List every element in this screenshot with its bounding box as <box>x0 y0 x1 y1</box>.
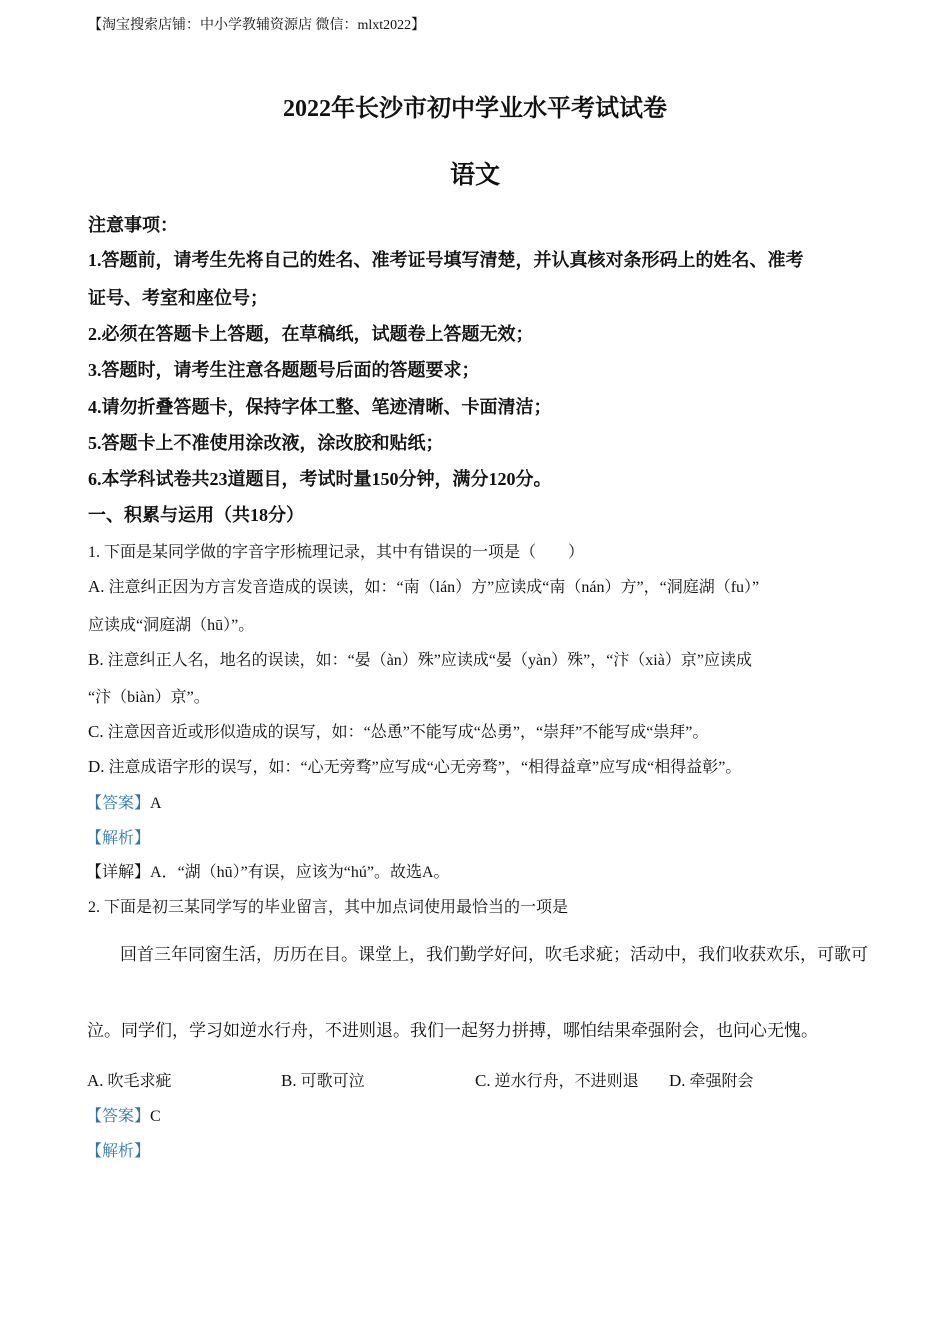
option-d <box>88 754 741 777</box>
question-stem: 1. 下面是某同学做的字音字形梳理记录，其中有错误的一项是（ ） <box>88 544 585 561</box>
notice-item: 6.本学科试卷共23道题目，考试时量150分钟，满分120分。 <box>88 469 552 489</box>
question-stem: 2. 下面是初三某同学写的毕业留言，其中加点词使用最恰当的一项是 <box>88 899 569 916</box>
detail-line <box>86 859 450 882</box>
subject-title: 语文 <box>449 162 500 189</box>
answer-tag: 【答案】 <box>86 1108 151 1125</box>
option-a <box>88 574 759 597</box>
answer-line <box>86 1103 161 1126</box>
answer-value: A <box>150 795 162 812</box>
section-heading: 一、积累与运用（共18分） <box>88 505 304 525</box>
detail-text: A．“湖（hū）”有误，应该为“hú”。故选A。 <box>150 864 450 881</box>
option-text: 注意成语字形的误写，如：“心无旁骛”应写成“心无旁骛”，“相得益章”应写成“相得益彰”。 <box>108 759 742 776</box>
passage-line: 泣。同学们，学习如逆水行舟，不进则退。我们一起努力拼搏，哪怕结果牵强附会，也问心无愧。 <box>87 1021 818 1041</box>
option-letter: C. <box>475 1071 491 1090</box>
option-letter: D. <box>669 1071 686 1090</box>
notice-item: 5.答题卡上不准使用涂改液，涂改胶和贴纸； <box>88 433 444 453</box>
notice-item: 3.答题时，请考生注意各题题号后面的答题要求； <box>88 360 480 380</box>
analysis-tag: 【解析】 <box>86 830 151 847</box>
detail-tag: 【详解】 <box>86 864 151 881</box>
option-letter: B. <box>281 1071 297 1090</box>
answer-value: C <box>150 1108 161 1125</box>
option-b <box>88 647 752 670</box>
option-a-continued: 应读成“洞庭湖（hū）”。 <box>88 617 255 634</box>
option-text: 注意因音近或形似造成的误写，如：“怂恿”不能写成“怂勇”，“崇拜”不能写成“祟拜”。 <box>107 724 709 741</box>
option-letter: A. <box>88 577 105 596</box>
option-a <box>87 1068 172 1091</box>
option-b <box>281 1068 365 1091</box>
option-letter: D. <box>88 757 105 776</box>
option-text: 逆水行舟，不进则退 <box>494 1073 639 1090</box>
option-letter: B. <box>88 650 104 669</box>
analysis-tag: 【解析】 <box>86 1143 151 1160</box>
passage-line: 回首三年同窗生活，历历在目。课堂上，我们勤学好问，吹毛求疵；活动中，我们收获欢乐，可歌可 <box>120 945 868 965</box>
notice-item: 2.必须在答题卡上答题，在草稿纸，试题卷上答题无效； <box>88 324 534 344</box>
option-b-continued: “汴（biàn）京”。 <box>88 689 210 706</box>
option-c <box>88 719 708 742</box>
option-c <box>475 1068 639 1091</box>
option-text: 注意纠正人名，地名的误读，如：“晏（àn）殊”应读成“晏（yàn）殊”，“汴（xià）京”应读成 <box>107 652 752 669</box>
notice-item: 1.答题前，请考生先将自己的姓名、准考证号填写清楚，并认真核对条形码上的姓名、准考 <box>88 250 804 270</box>
option-letter: A. <box>87 1071 104 1090</box>
option-text: 注意纠正因为方言发音造成的误读，如：“南（lán）方”应读成“南（nán）方”，“洞庭湖（fu）” <box>108 579 760 596</box>
document-title: 2022年长沙市初中学业水平考试试卷 <box>283 96 667 122</box>
option-d <box>669 1068 754 1091</box>
notice-heading: 注意事项： <box>88 215 178 235</box>
answer-line <box>86 790 162 813</box>
header-note: 【淘宝搜索店铺：中小学教辅资源店 微信：mlxt2022】 <box>88 18 426 33</box>
option-text: 牵强附会 <box>689 1073 754 1090</box>
option-text: 可歌可泣 <box>300 1073 365 1090</box>
option-text: 吹毛求疵 <box>107 1073 172 1090</box>
notice-item: 4.请勿折叠答题卡，保持字体工整、笔迹清晰、卡面清洁； <box>88 397 552 417</box>
option-letter: C. <box>88 722 104 741</box>
answer-tag: 【答案】 <box>86 795 151 812</box>
notice-item: 证号、考室和座位号； <box>88 288 268 308</box>
